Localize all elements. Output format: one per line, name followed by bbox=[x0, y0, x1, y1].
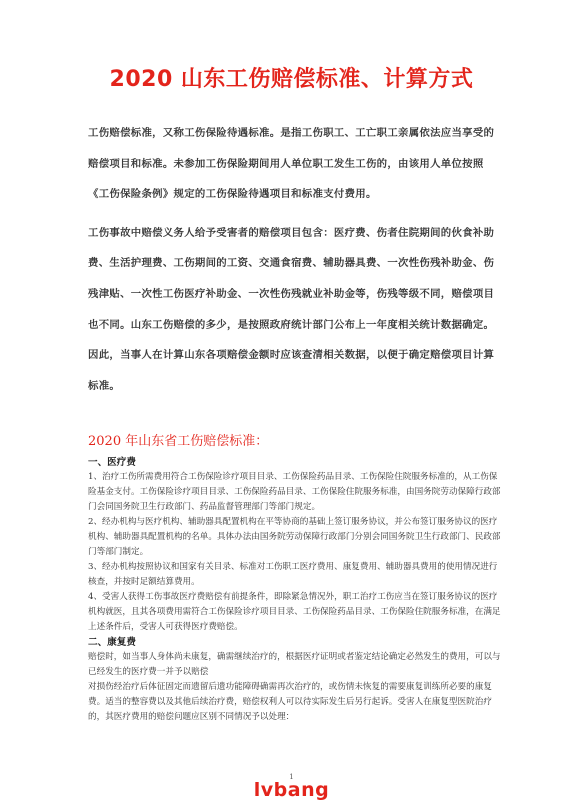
section-heading: 2020 年山东省工伤赔偿标准： bbox=[88, 434, 269, 449]
page-number: 1 bbox=[289, 773, 294, 781]
rehab-fee-heading: 二、康复费 bbox=[88, 637, 136, 648]
lvbang-logo: lvbang bbox=[253, 779, 330, 801]
medical-fee-heading: 一、医疗费 bbox=[88, 457, 136, 468]
rehab-fee-paragraph: 赔偿时，如当事人身体尚未康复，确需继续治疗的，根据医疗证明或者鉴定结论确定必然发生的费用，可以与已经发生的医疗费一并予以赔偿 bbox=[88, 652, 501, 677]
intro-section bbox=[88, 118, 498, 401]
medical-fee-item: 1、治疗工伤所需费用符合工伤保险诊疗项目目录、工伤保险药品目录、工伤保险住院服务标准的，从工伤保险基金支付。工伤保险诊疗项目目录、工伤保险药品目录、工伤保险住院服务标准，由国务院劳动保障行政部门会同国务院卫生行政部门、药品监督管理部门等部门规定。 bbox=[88, 472, 501, 512]
medical-fee-item: 3、经办机构按照协议和国家有关目录、标准对工伤职工医疗费用、康复费用、辅助器具费用的使用情况进行核查，并按时足额结算费用。 bbox=[88, 562, 498, 587]
medical-fee-item: 2、经办机构与医疗机构、辅助器具配置机构在平等协商的基础上签订服务协议，并公布签订服务协议的医疗机构、辅助器具配置机构的名单。具体办法由国务院劳动保障行政部门分别会同国务院卫生行政部门、民政部门等部门制定。 bbox=[88, 517, 501, 557]
document-title: 2020 山东工伤赔偿标准、计算方式 bbox=[109, 67, 474, 92]
intro-paragraph: 工伤赔偿标准，又称工伤保险待遇标准。是指工伤职工、工亡职工亲属依法应当享受的赔偿项目和标准。未参加工伤保险期间用人单位职工发生工伤的，由该用人单位按照《工伤保险条例》规定的工伤保险待遇项目和标准支付费用。 bbox=[88, 127, 495, 201]
intro-paragraph: 工伤事故中赔偿义务人给予受害者的赔偿项目包含：医疗费、伤者住院期间的伙食补助费、生活护理费、工伤期间的工资、交通食宿费、辅助器具费、一次性伤残补助金、伤残津贴、一次性工伤医疗补助金、一次性伤残就业补助金等，伤残等级不同，赔偿项目也不同。山东工伤赔偿的多少，是按照政府统计部门公布上一年度相关统计数据确定。因此，当事人在计算山东各项赔偿金额时应该查清相关数据，以便于确定赔偿项目计算标准。 bbox=[88, 226, 495, 392]
rehab-fee-paragraph: 对损伤经治疗后体征固定而遗留后遗功能障碍确需再次治疗的，或伤情未恢复的需要康复训练所必要的康复费。适当的整容费以及其他后续治疗费，赔偿权利人可以待实际发生后另行起诉。受害人在康复型医院治疗的，其医疗费用的赔偿问题应区别不同情况予以处理： bbox=[88, 682, 492, 722]
standards-body bbox=[88, 455, 502, 725]
medical-fee-item: 4、受害人获得工伤事故医疗费赔偿有前提条件，即除紧急情况外，职工治疗工伤应当在签订服务协议的医疗机构就医，且其各项费用需符合工伤保险诊疗项目目录、工伤保险药品目录、工伤保险住院服务标准，在满足上述条件后，受害人可获得医疗费赔偿。 bbox=[88, 592, 501, 632]
